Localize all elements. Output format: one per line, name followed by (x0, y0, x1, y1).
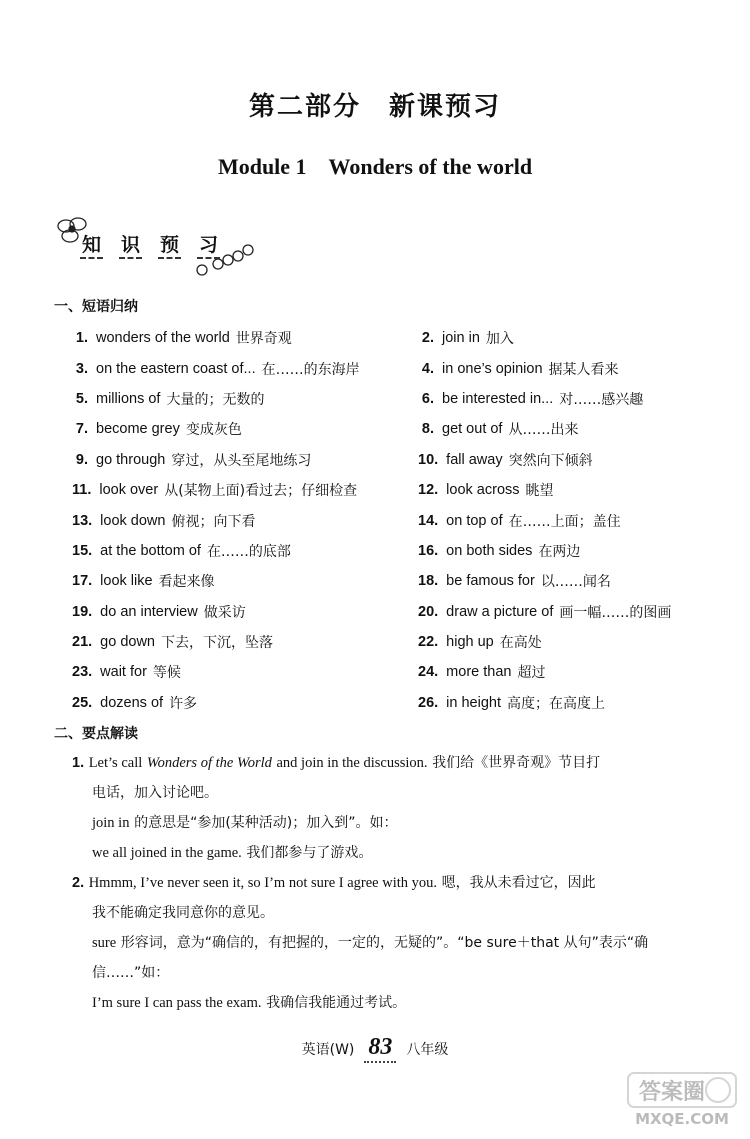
banner-char: 习 (197, 230, 220, 259)
phrase-cn: 在……上面；盖住 (508, 513, 621, 530)
item-number: 5. (75, 390, 88, 407)
phrase-item (72, 480, 418, 500)
phrase-row (72, 627, 712, 657)
phrase-cn: 在两边 (538, 543, 581, 560)
phrase-en: in one’s opinion (442, 360, 543, 377)
watermark-top-text: 答案圈 (638, 1080, 706, 1105)
example-en: we all joined in the game. (92, 845, 242, 861)
phrase-item (72, 632, 418, 652)
explanation-continued: 信……”如： (92, 965, 170, 981)
phrase-en: be famous for (446, 573, 535, 590)
phrase-cn: 超过 (517, 665, 546, 682)
item-number: 26. (418, 694, 439, 711)
phrase-item (72, 389, 418, 409)
phrase-item (418, 389, 643, 409)
phrase-item (72, 359, 418, 379)
program-title: Wonders of the World (146, 755, 272, 771)
note-2-example (72, 988, 702, 1018)
phrase-item (72, 328, 418, 348)
phrase-en: wonders of the world (96, 330, 230, 347)
phrase-item (418, 450, 593, 470)
phrase-cn: 穿过，从头至尾地练习 (171, 452, 312, 469)
example-en: I’m sure I can pass the exam. (92, 995, 262, 1011)
phrase-cn: 俯视；向下看 (171, 513, 256, 530)
phrase-cn: 等候 (152, 665, 181, 682)
phrase-en: go down (100, 634, 155, 651)
example-cn: 我确信我能通过考试。 (266, 995, 407, 1011)
note-1-example (72, 838, 702, 868)
item-number: 2. (72, 875, 85, 891)
phrase-cn: 许多 (169, 695, 198, 712)
phrase-cn: 做采访 (203, 604, 246, 621)
note-1-explanation (72, 808, 702, 838)
phrase-en: more than (446, 664, 512, 681)
sentence-cn-continued: 电话，加入讨论吧。 (92, 785, 218, 801)
item-number: 7. (75, 421, 88, 438)
knowledge-preview-banner (52, 212, 262, 278)
phrase-en: dozens of (100, 694, 164, 711)
phrase-cn: 眺望 (525, 483, 554, 500)
phrase-row (72, 414, 712, 444)
phrase-en: go through (96, 451, 166, 468)
item-number: 11. (72, 482, 92, 499)
phrase-row (72, 323, 712, 353)
item-number: 3. (75, 360, 88, 377)
watermark-bottom-text: MXQE.COM (635, 1110, 729, 1128)
item-number: 19. (72, 603, 93, 620)
phrase-cn: 下去，下沉，坠落 (161, 635, 273, 652)
phrase-en: on top of (446, 512, 503, 529)
item-number: 6. (421, 390, 434, 407)
phrase-cn: 在……的东海岸 (261, 361, 360, 378)
phrase-row (72, 505, 712, 535)
phrase-en: look over (99, 482, 159, 499)
phrase-item (418, 328, 514, 348)
phrase-en: high up (446, 634, 494, 651)
phrase-row (72, 353, 712, 383)
section-heading-phrases: 一、短语归纳 (54, 299, 138, 315)
phrase-en: look like (100, 573, 153, 590)
item-number: 20. (418, 603, 439, 620)
item-number: 9. (75, 451, 88, 468)
sentence-cn: 我们给《世界奇观》节目打 (432, 755, 601, 771)
note-1-sentence (72, 748, 702, 778)
phrase-cn: 在高处 (499, 635, 542, 652)
phrase-item (72, 571, 418, 591)
example-cn: 我们都参与了游戏。 (246, 845, 373, 861)
item-number: 2. (421, 330, 434, 347)
phrase-item (72, 662, 418, 682)
footer-grade: 八年级 (406, 1041, 449, 1058)
note-2-explanation (72, 928, 702, 958)
phrase-list (72, 323, 712, 718)
phrase-row (72, 657, 712, 687)
section-heading-key-points: 二、要点解读 (54, 726, 138, 742)
phrase-cn: 高度；在高度上 (507, 695, 605, 712)
item-number: 23. (72, 664, 93, 681)
item-number: 24. (418, 664, 439, 681)
sentence-en: Let’s call (88, 755, 143, 771)
phrase-en: become grey (96, 421, 180, 438)
phrase-row (72, 445, 712, 475)
item-number: 16. (418, 542, 439, 559)
phrase-row (72, 597, 712, 627)
phrase-en: do an interview (100, 603, 198, 620)
item-number: 17. (72, 573, 93, 590)
phrase-item (418, 511, 621, 531)
phrase-cn: 突然向下倾斜 (508, 452, 593, 469)
phrase-cn: 世界奇观 (235, 331, 292, 348)
phrase-en: millions of (96, 390, 161, 407)
phrase-en: draw a picture of (446, 603, 554, 620)
phrase-cn: 画一幅……的图画 (559, 604, 672, 621)
keyword: sure (92, 935, 117, 951)
phrase-cn: 加入 (485, 331, 514, 348)
phrase-en: fall away (446, 451, 503, 468)
phrase-item (72, 602, 418, 622)
item-number: 15. (72, 542, 93, 559)
sentence-en: Hmmm, I’ve never seen it, so I’m not sure I agree with you. (88, 875, 438, 891)
phrase-item (418, 602, 671, 622)
phrase-cn: 从……出来 (508, 422, 579, 439)
item-number: 22. (418, 634, 439, 651)
note-2-sentence (72, 868, 702, 898)
phrase-en: on both sides (446, 542, 533, 559)
banner-char: 知 (80, 230, 103, 259)
site-watermark-logo (622, 1069, 742, 1133)
item-number: 18. (418, 573, 439, 590)
item-number: 13. (72, 512, 93, 529)
phrase-cn: 变成灰色 (185, 422, 242, 439)
phrase-cn: 在……的底部 (206, 543, 291, 560)
phrase-item (72, 693, 418, 713)
phrase-cn: 看起来像 (158, 574, 215, 591)
phrase-item (72, 541, 418, 561)
phrase-cn: 从(某物上面)看过去；仔细检查 (164, 483, 358, 500)
phrase-item (418, 359, 619, 379)
phrase-row (72, 475, 712, 505)
phrase-item (418, 632, 542, 652)
phrase-en: on the eastern coast of... (96, 360, 256, 377)
phrase-cn: 大量的；无数的 (166, 391, 265, 408)
item-number: 25. (72, 694, 93, 711)
item-number: 14. (418, 512, 439, 529)
page-number: 83 (364, 1034, 396, 1063)
phrase-item (72, 511, 418, 531)
phrase-item (418, 480, 554, 500)
item-number: 12. (418, 482, 439, 499)
part-title: 第二部分 新课预习 (248, 92, 501, 122)
phrase-item (418, 571, 611, 591)
explanation-text: 的意思是“参加(某种活动)；加入到”。如： (134, 815, 398, 831)
explanation-text: 形容词，意为“确信的，有把握的，一定的，无疑的”。“be sure＋that 从句”表示“确 (120, 935, 649, 951)
phrase-item (418, 419, 578, 439)
phrase-en: get out of (442, 421, 503, 438)
banner-char: 预 (158, 230, 181, 259)
phrase-item (72, 419, 418, 439)
sentence-en: and join in the discussion. (276, 755, 428, 771)
phrase-item (418, 662, 545, 682)
keyword: join in (92, 815, 130, 831)
phrase-en: wait for (100, 664, 147, 681)
phrase-cn: 对……感兴趣 (559, 391, 644, 408)
phrase-item (72, 450, 418, 470)
item-number: 1. (72, 755, 85, 771)
item-number: 8. (421, 421, 434, 438)
item-number: 1. (75, 330, 88, 347)
phrase-item (418, 693, 605, 713)
phrase-en: join in (442, 330, 480, 347)
item-number: 10. (418, 451, 439, 468)
item-number: 4. (421, 360, 434, 377)
banner-char: 识 (119, 230, 142, 259)
item-number: 21. (72, 634, 93, 651)
phrase-item (418, 541, 580, 561)
phrase-cn: 据某人看来 (548, 361, 619, 378)
phrase-en: at the bottom of (100, 542, 201, 559)
sentence-cn-continued: 我不能确定我同意你的意见。 (92, 905, 274, 921)
phrase-cn: 以……闻名 (540, 574, 611, 591)
phrase-en: be interested in... (442, 390, 554, 407)
module-title: Module 1 Wonders of the world (217, 154, 533, 179)
phrase-row (72, 384, 712, 414)
phrase-en: in height (446, 694, 501, 711)
sentence-cn: 嗯，我从未看过它，因此 (441, 875, 596, 891)
page-footer (0, 1034, 750, 1063)
phrase-row (72, 688, 712, 718)
watermark-icon (622, 1069, 742, 1129)
phrase-en: look down (100, 512, 166, 529)
phrase-en: look across (446, 482, 520, 499)
footer-subject: 英语(W) (301, 1041, 355, 1058)
phrase-row (72, 536, 712, 566)
phrase-row (72, 566, 712, 596)
key-points-notes (72, 748, 702, 1018)
